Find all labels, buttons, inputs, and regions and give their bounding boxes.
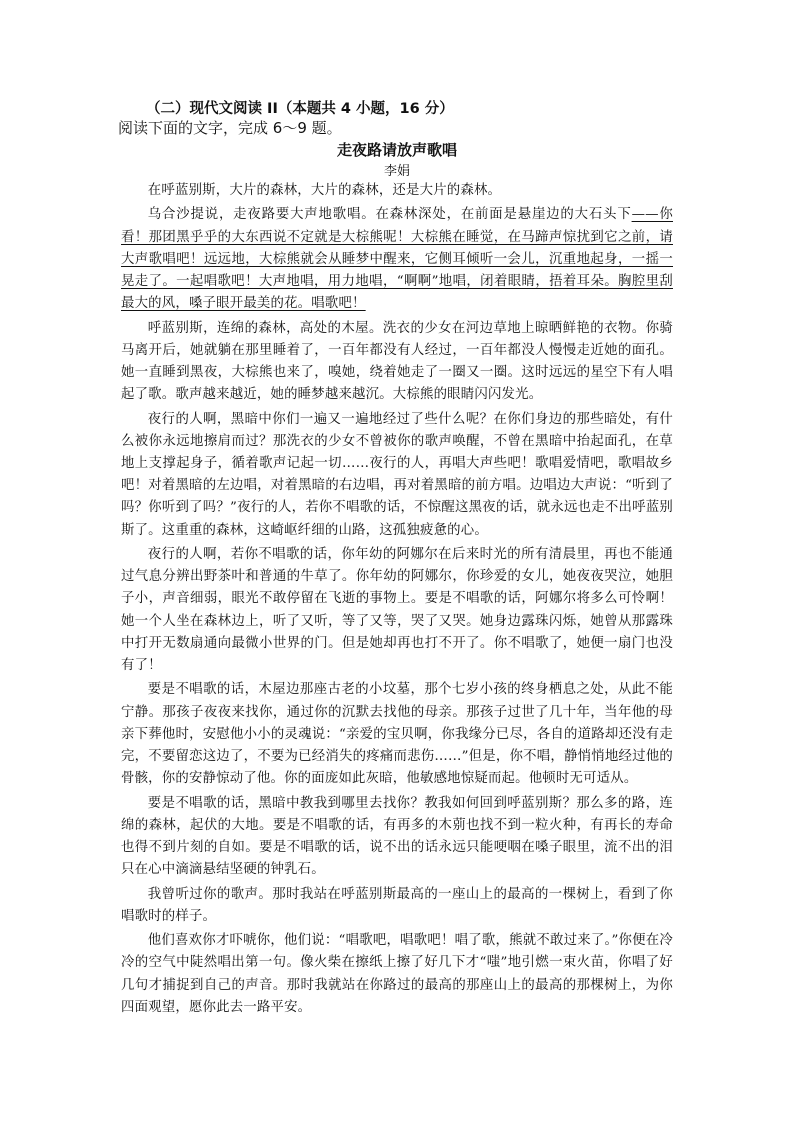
article-title: 走夜路请放声歌唱 <box>336 141 457 159</box>
section-title: （二）现代文阅读 II（本题共 4 小题，16 分） <box>146 101 454 117</box>
paragraph-1: 在呼蓝别斯，大片的森林，大片的森林，还是大片的森林。 <box>147 183 502 198</box>
paragraph-6: 要是不唱歌的话，木屋边那座古老的小坟墓，那个七岁小孩的终身栖息之处，从此不能宁静。那孩子夜夜来找你，通过你的沉默去找他的母亲。那孩子过世了几十年，当年他的母亲下葬他时，安慰他小小的灵魂说：“亲爱的宝贝啊，你我缘分已尽，各自的道路却还没有走完，不要留恋这边了，不要为已经消失的疼痛而悲伤……”但是，你不唱，静悄悄地经过他的骨骸，你的安静惊动了他。你的面庞如此灰暗，他敏感地惊疑而起。他顿时无可适从。 <box>121 682 673 787</box>
paragraph-2-lead: 乌合沙提说，走夜路要大声地歌唱。在森林深处，在前面是悬崖边的大石头下 <box>147 207 632 223</box>
paragraph-3: 呼蓝别斯，连绵的森林，高处的木屋。洗衣的少女在河边草地上晾晒鲜艳的衣物。你骑马离开后，她就躺在那里睡着了，一百年都没有人经过，一百年都没人慢慢走近她的面孔。她一直睡到黑夜，大棕熊也来了，嗅她，绕着她走了一圈又一圈。这时远远的星空下有人唱起了歌。歌声越来越近，她的睡梦越来越沉。大棕熊的眼睛闪闪发光。 <box>121 320 673 403</box>
paragraph-8: 我曾听过你的歌声。那时我站在呼蓝别斯最高的一座山上的最高的一棵树上，看到了你唱歌时的样子。 <box>121 886 673 924</box>
article-author: 李娟 <box>383 164 410 179</box>
article-body <box>121 180 673 1021</box>
reading-instruction: 阅读下面的文字，完成 6～9 题。 <box>118 119 342 137</box>
underlined-passage: ——你看！那团黑乎乎的大东西说不定就是大棕熊呢！大棕熊在睡觉，在马蹄声惊扰到它之前，请大声歌唱吧！远远地，大棕熊就会从睡梦中醒来，它侧耳倾听一会儿，沉重地起身，一摇一晃走了。一起唱歌吧！大声地唱，用力地唱，“啊啊”地唱，闭着眼睛，捂着耳朵。胸腔里刮最大的风，嗓子眼开最美的花。唱歌吧！ <box>121 207 673 312</box>
paragraph-9: 他们喜欢你才吓唬你，他们说：“唱歌吧，唱歌吧！唱了歌，熊就不敢过来了。”你便在冷冷的空气中陡然唱出第一句。像火柴在擦纸上擦了好几下才“嗤”地引燃一束火苗，你唱了好几句才捕捉到自己的声音。那时我就站在你路过的最高的那座山上的最高的那棵树上，为你四面观望，愿你此去一路平安。 <box>121 933 673 1015</box>
paragraph-4: 夜行的人啊，黑暗中你们一遍又一遍地经过了些什么呢？在你们身边的那些暗处，有什么被你永远地擦肩而过？那洗衣的少女不曾被你的歌声唤醒，不曾在黑暗中抬起面孔，在草地上支撑起身子，循着歌声记起一切……夜行的人，再唱大声些吧！歌唱爱情吧，歌唱故乡吧！对着黑暗的左边唱，对着黑暗的右边唱，再对着黑暗的前方唱。边唱边大声说：“听到了吗？你听到了吗？”夜行的人，若你不唱歌的话，不惊醒这黑夜的话，就永远也走不出呼蓝别斯了。这重重的森林，这崎岖纤细的山路，这孤独疲惫的心。 <box>121 411 673 538</box>
paragraph-7: 要是不唱歌的话，黑暗中教我到哪里去找你？教我如何回到呼蓝别斯？那么多的路，连绵的森林，起伏的大地。要是不唱歌的话，有再多的木莂也找不到一粒火种，有再长的寿命也得不到片刻的自如。要是不唱歌的话，说不出的话永远只能哽咽在嗓子眼里，流不出的泪只在心中滴滴悬结坚硬的钟乳石。 <box>121 795 673 878</box>
paragraph-5: 夜行的人啊，若你不唱歌的话，你年幼的阿娜尔在后来时光的所有清晨里，再也不能通过气息分辨出野茶叶和普通的牛草了。你年幼的阿娜尔，你珍爱的女儿，她夜夜哭泣，她胆子小，声音细弱，眼光不敢停留在飞逝的事物上。要是不唱歌的话，阿娜尔将多么可怜啊！她一个人坐在森林边上，听了又听，等了又等，哭了又哭。她身边露珠闪烁，她曾从那露珠中打开无数扇通向最微小世界的门。但是她却再也打不开了。你不唱歌了，她便一扇门也没有了！ <box>121 547 673 674</box>
paragraph-2 <box>121 204 673 315</box>
